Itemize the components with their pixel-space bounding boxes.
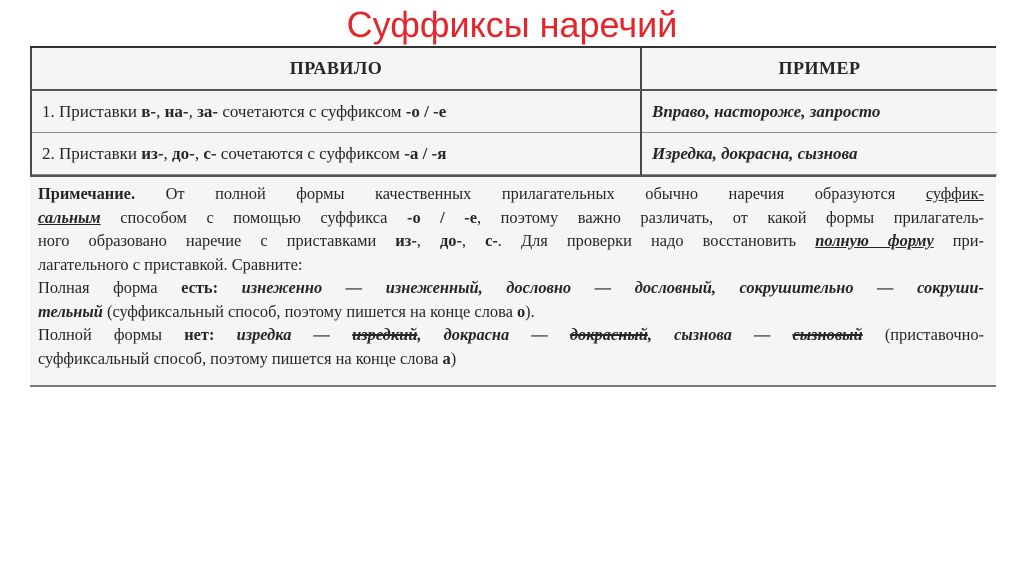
example-cell: Вправо, настороже, запросто	[641, 90, 997, 133]
note-line: суффиксальный способ, поэтому пишется на конце слова а)	[38, 348, 457, 368]
table-row	[31, 90, 997, 133]
note-block	[30, 175, 996, 370]
table-row	[31, 133, 997, 175]
rule-cell: 1. Приставки в-, на-, за- сочетаются с суффиксом -о / -е	[31, 90, 641, 133]
rules-scan	[30, 46, 996, 387]
example-cell: Изредка, докрасна, сызнова	[641, 133, 997, 175]
rule-cell: 2. Приставки из-, до-, с- сочетаются с суффиксом -а / -я	[31, 133, 641, 175]
rules-table	[30, 48, 997, 175]
note-line: Полной формы нет: изредка — изредкий, докрасна — докрасный, сызнова — сызновый (приставочно-	[38, 325, 985, 344]
header-rule: ПРАВИЛО	[31, 48, 641, 90]
note-line: тельный (суффиксальный способ, поэтому пишется на конце слова о).	[38, 301, 535, 321]
header-example: ПРИМЕР	[641, 48, 997, 90]
note-line: ного образовано наречие с приставками из-, до-, с-. Для проверки надо восстановить полную форму при-	[38, 231, 984, 250]
note-line: лагательного с приставкой. Сравните:	[38, 254, 303, 274]
note-line: Примечание. От полной формы качественных прилагательных обычно наречия образуются суффик-	[38, 184, 984, 203]
note-line: сальным способом с помощью суффикса -о / -е, поэтому важно различать, от какой формы прилагатель-	[38, 207, 985, 227]
note-line: Полная форма есть: изнеженно — изнеженный, дословно — дословный, сокрушительно — сокруши-	[38, 278, 984, 297]
slide-title: Суффиксы наречий	[346, 4, 678, 45]
table-header-row	[31, 48, 997, 90]
